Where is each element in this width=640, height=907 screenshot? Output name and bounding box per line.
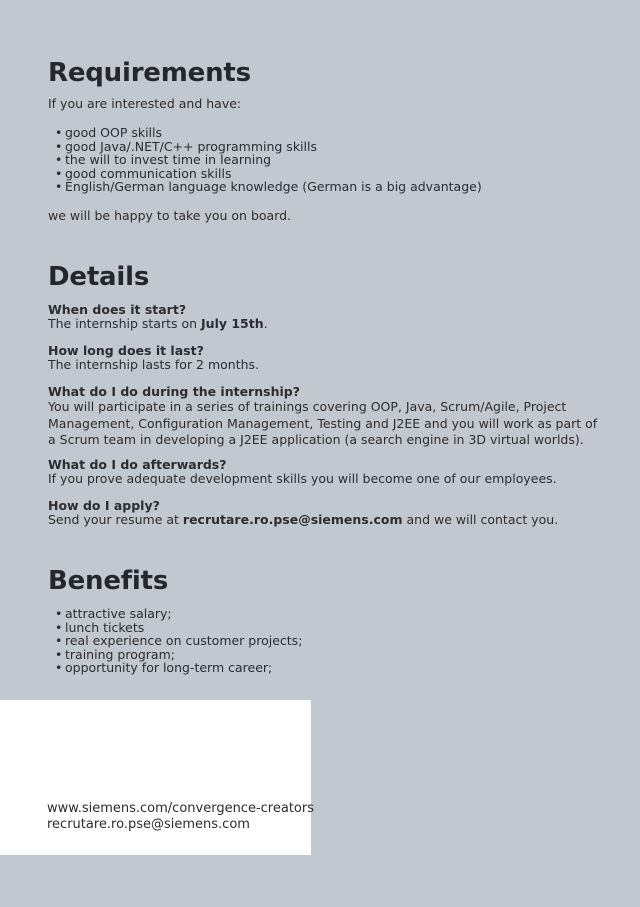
detail-answer — [48, 513, 608, 527]
requirements-heading: Requirements — [48, 58, 251, 88]
detail-start — [48, 303, 608, 331]
detail-question: When does it start? — [48, 302, 187, 317]
benefits-list — [48, 607, 302, 675]
answer-text: The internship starts on — [48, 316, 202, 331]
requirement-item: • the will to invest time in learning — [55, 153, 482, 167]
answer-text: and we will contact you. — [402, 512, 559, 527]
detail-answer: You will participate in a series of trainings covering OOP, Java, Scrum/Agile, Project Management, Configuration Management, Testing and J2EE and you will work as part of a Scrum team in developing a J2EE application (a search engine in 3D virtual worlds). — [48, 399, 598, 447]
details-heading: Details — [48, 262, 150, 292]
detail-question: How do I apply? — [48, 498, 160, 513]
requirement-item: • good OOP skills — [55, 126, 482, 140]
detail-question: How long does it last? — [48, 343, 204, 358]
benefit-item: • real experience on customer projects; — [55, 634, 302, 648]
benefit-item: • lunch tickets — [55, 621, 302, 635]
answer-text: Send your resume at — [48, 512, 183, 527]
requirements-list — [48, 126, 482, 194]
requirements-intro: If you are interested and have: — [48, 96, 242, 111]
detail-during — [48, 385, 608, 449]
detail-question: What do I do during the internship? — [48, 384, 300, 399]
detail-apply — [48, 499, 608, 527]
footer-email-link[interactable]: recrutare.ro.pse@siemens.com — [47, 817, 250, 832]
benefit-item: • attractive salary; — [55, 607, 302, 621]
benefits-heading: Benefits — [48, 566, 169, 596]
requirement-item: • good Java/.NET/C++ programming skills — [55, 140, 482, 154]
detail-afterwards — [48, 458, 608, 486]
benefit-item: • training program; — [55, 648, 302, 662]
requirement-item: • English/German language knowledge (German is a big advantage) — [55, 180, 482, 194]
detail-answer: If you prove adequate development skills you will become one of our employees. — [48, 471, 557, 486]
apply-email: recrutare.ro.pse@siemens.com — [182, 512, 403, 527]
detail-duration — [48, 344, 608, 372]
requirements-outro: we will be happy to take you on board. — [48, 208, 292, 223]
detail-answer — [48, 317, 608, 331]
footer-contact — [47, 801, 314, 833]
answer-text: . — [263, 316, 268, 331]
benefit-item: • opportunity for long-term career; — [55, 661, 302, 675]
detail-question: What do I do afterwards? — [48, 457, 227, 472]
start-date: July 15th — [201, 316, 264, 331]
footer-website-link[interactable]: www.siemens.com/convergence-creators — [47, 801, 314, 816]
detail-answer: The internship lasts for 2 months. — [48, 357, 260, 372]
requirement-item: • good communication skills — [55, 167, 482, 181]
